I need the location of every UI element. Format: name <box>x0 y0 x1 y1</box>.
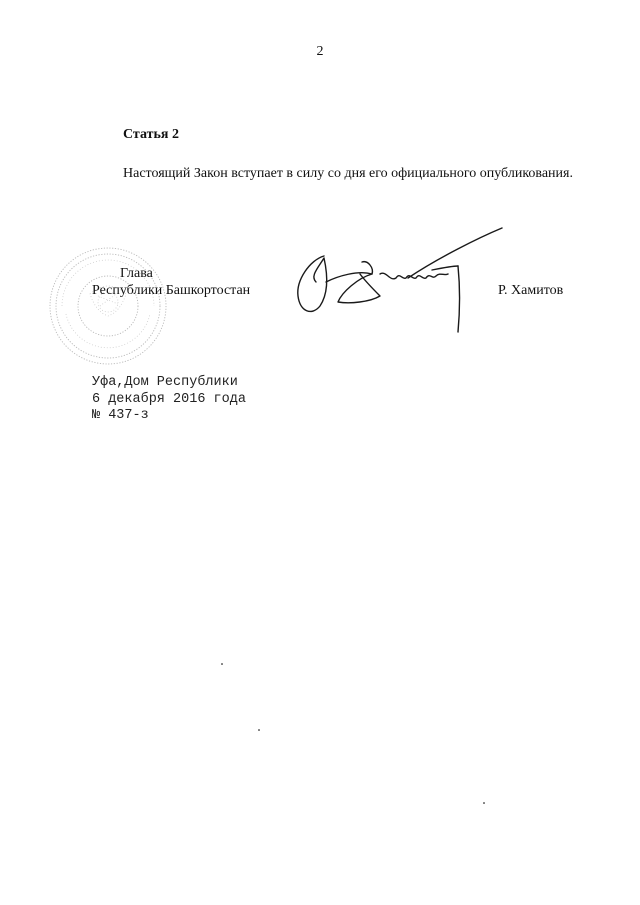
page-number: 2 <box>316 44 324 59</box>
scan-speck <box>258 729 260 731</box>
signing-place: Уфа,Дом Республики <box>92 375 238 390</box>
signer-title-line1: Глава <box>120 266 153 281</box>
signer-title-line2: Республики Башкортостан <box>92 283 251 298</box>
place-date-block <box>92 375 246 425</box>
article-body: Настоящий Закон вступает в силу со дня его официального опубликования. <box>123 166 573 181</box>
scan-speck <box>221 663 223 665</box>
article-heading: Статья 2 <box>123 127 179 142</box>
scan-speck <box>483 802 485 804</box>
handwritten-signature-icon <box>288 222 510 340</box>
official-seal-icon <box>46 244 170 368</box>
law-number: № 437-з <box>92 408 149 423</box>
signing-date: 6 декабря 2016 года <box>92 391 246 407</box>
signer-name: Р. Хамитов <box>498 283 564 298</box>
